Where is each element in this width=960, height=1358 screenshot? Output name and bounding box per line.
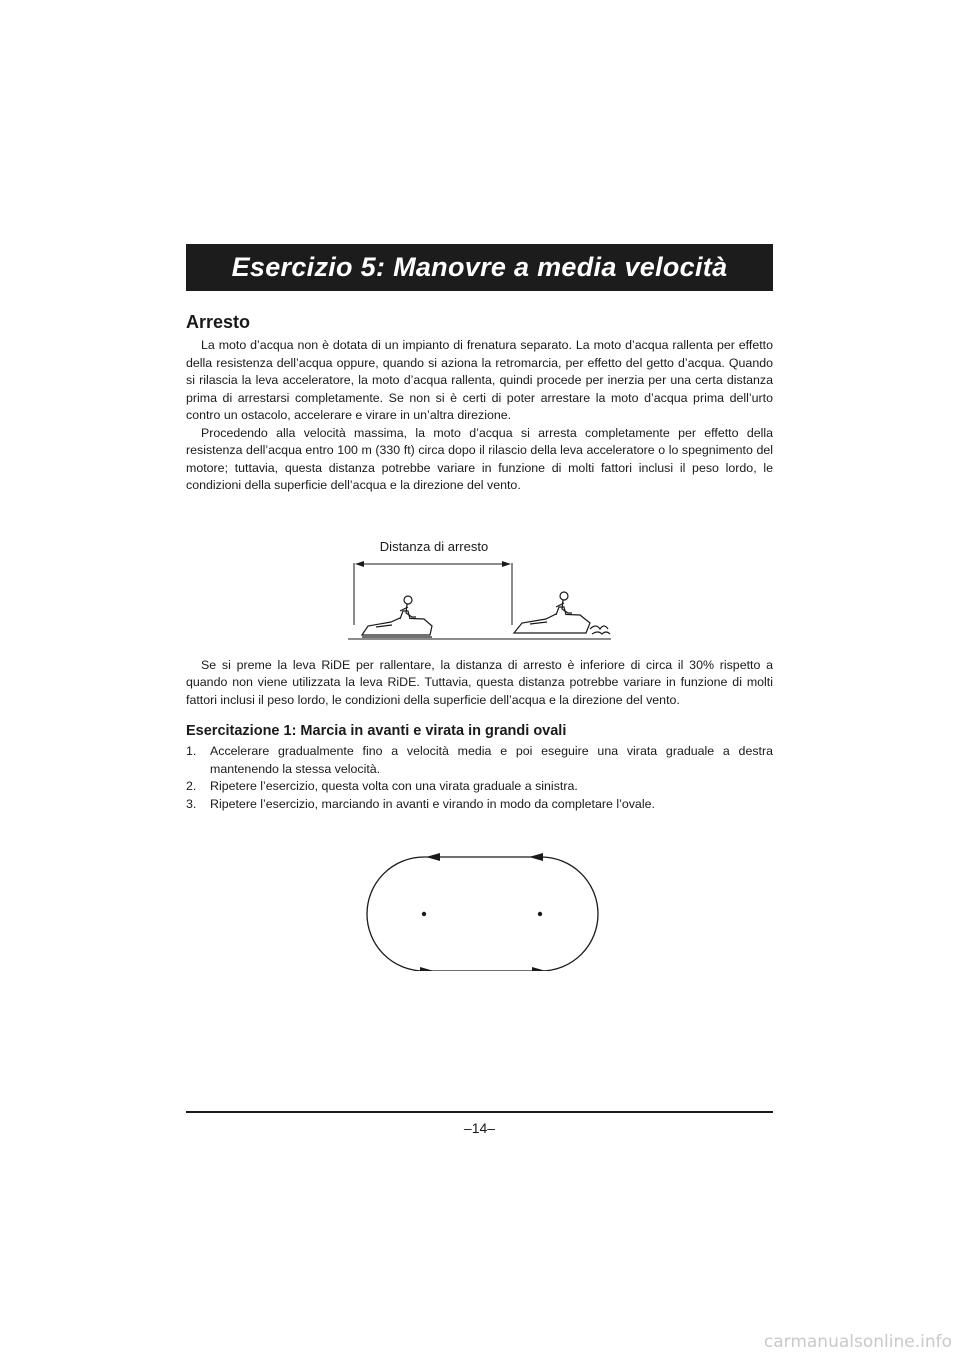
oval-figure — [186, 841, 773, 971]
arrow-left-icon — [426, 853, 440, 861]
step-text: Ripetere l’esercizio, questa volta con una virata graduale a sinistra. — [210, 779, 578, 793]
paragraph-3: Se si preme la leva RiDE per rallentare, la distanza di arresto è inferiore di circa il 30% rispetto a quando non viene utilizzata la leva RiDE. Tuttavia, questa distanza potrebbe variare in funzione di molti fattori inclusi il peso lordo, le condizioni della superficie dell’acqua e la direzione del vento. — [186, 657, 773, 707]
step-text: Ripetere l’esercizio, marciando in avanti e virando in modo da completare l’ovale. — [210, 796, 655, 811]
chapter-banner — [186, 244, 773, 291]
footer-rule — [186, 1111, 773, 1113]
stopping-distance-diagram — [186, 513, 773, 643]
page-content — [186, 312, 773, 971]
step-number: 1. — [186, 744, 197, 758]
exercise-heading: Esercitazione 1: Marcia in avanti e virata in grandi ovali — [186, 723, 567, 739]
list-item — [186, 778, 773, 796]
step-text: Accelerare gradualmente fino a velocità media e poi eseguire una virata graduale a destra mantenendo la stessa velocità. — [210, 744, 773, 776]
arrow-right-icon — [532, 967, 546, 971]
paragraph-1: La moto d’acqua non è dotata di un impianto di frenatura separato. La moto d’acqua rallenta per effetto della resistenza dell’acqua oppure, quando si aziona la retromarcia, per effetto del getto d’acqua. Quando si rilascia la leva acceleratore, la moto d’acqua rallenta, quindi procede per inerzia per una certa distanza prima di arrestarsi completamente. Se non si è certi di poter arrestare la moto d’acqua prima dell’urto contro un ostacolo, accelerare e virare in un’altra direzione. — [186, 338, 773, 422]
exercise-steps — [186, 743, 773, 813]
oval-path — [367, 857, 598, 971]
chapter-title: Esercizio 5: Manovre a media velocità — [231, 252, 728, 282]
step-number: 3. — [186, 796, 197, 811]
paragraph-2: Procedendo alla velocità massima, la moto d’acqua si arresta completamente per effetto della resistenza dell’acqua entro 100 m (330 ft) circa dopo il rilascio della leva acceleratore o lo spegnimento del motore; tuttavia, questa distanza potrebbe variare in funzione di molti fattori inclusi il peso lordo, le condizioni della superficie dell’acqua e la direzione del vento. — [186, 425, 773, 492]
arrow-right-icon — [420, 967, 434, 971]
watercraft-stopped-icon — [362, 596, 432, 637]
list-item — [186, 796, 773, 814]
center-dot — [422, 912, 426, 916]
step-number: 2. — [186, 779, 197, 793]
watercraft-moving-icon — [514, 592, 610, 634]
arrow-left-icon — [529, 853, 543, 861]
list-item — [186, 743, 773, 778]
watermark: carmanualsonline.info — [763, 1332, 952, 1352]
figure-label: Distanza di arresto — [379, 538, 489, 554]
section-heading: Arresto — [186, 312, 251, 332]
center-dot — [538, 912, 542, 916]
oval-track-diagram — [186, 841, 773, 971]
stopping-distance-figure — [186, 513, 773, 643]
page-number: –14– — [463, 1120, 496, 1136]
